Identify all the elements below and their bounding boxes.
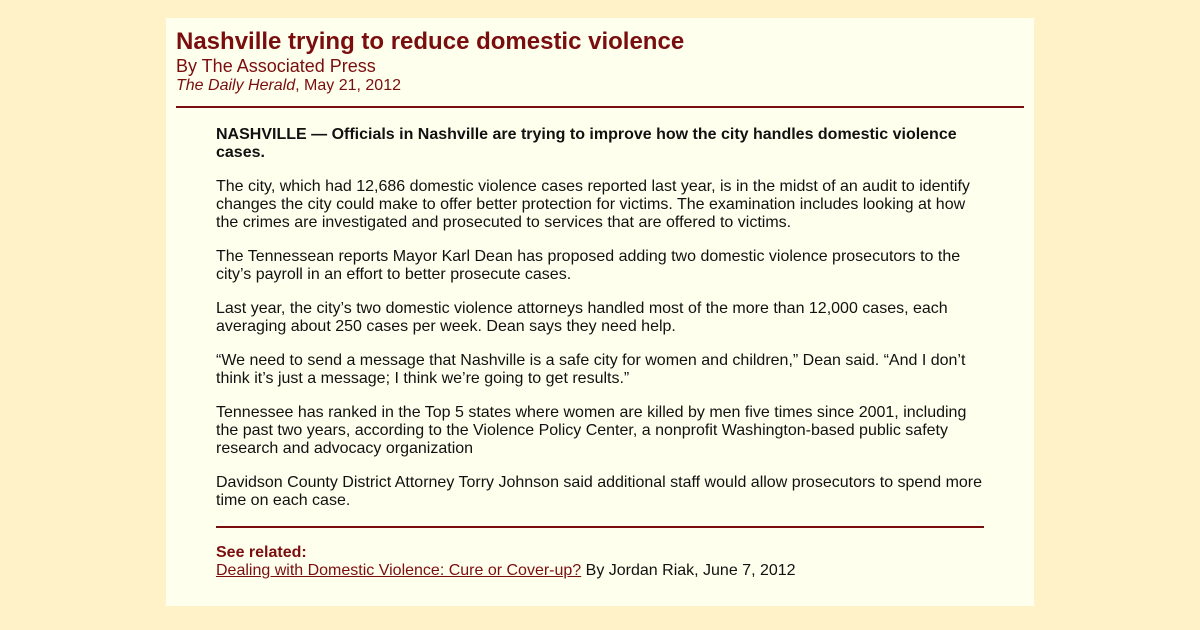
article-paragraph: The Tennessean reports Mayor Karl Dean has proposed adding two domestic violence prosecutors to the city’s payroll in an effort to better prosecute cases.	[216, 248, 961, 283]
article-paragraph: Davidson County District Attorney Torry Johnson said additional staff would allow prosecutors to spend more time on each case.	[216, 474, 983, 509]
related-article-link[interactable]: Dealing with Domestic Violence: Cure or Cover-up?	[216, 562, 582, 579]
article-paragraph: “We need to send a message that Nashville is a safe city for women and children,” Dean said. “And I don’t think it’s just a message; I think we’re going to get results.”	[216, 352, 966, 387]
related-article-byline: By Jordan Riak, June 7, 2012	[581, 562, 796, 579]
article-paragraph: Tennessee has ranked in the Top 5 states where women are killed by men five times since 2001, including the past two years, according to the Violence Policy Center, a nonprofit Washington-based public safety research and advocacy organization	[216, 404, 967, 457]
related-section	[166, 528, 1034, 580]
publication-line	[176, 76, 1024, 96]
article-header	[166, 18, 1034, 96]
article-page	[166, 18, 1034, 606]
related-heading: See related:	[216, 544, 307, 561]
publication-name: The Daily Herald	[176, 77, 296, 94]
publication-date: , May 21, 2012	[295, 77, 401, 94]
article-body	[166, 108, 1034, 510]
article-title: Nashville trying to reduce domestic violence	[176, 28, 685, 55]
lead-paragraph: NASHVILLE — Officials in Nashville are trying to improve how the city handles domestic violence cases.	[216, 126, 957, 161]
byline: By The Associated Press	[176, 56, 376, 76]
article-paragraph: The city, which had 12,686 domestic violence cases reported last year, is in the midst of an audit to identify changes the city could make to offer better protection for victims. The examination includes looking at how the crimes are investigated and prosecuted to services that are offered to victims.	[216, 178, 970, 231]
related-item	[216, 562, 984, 580]
article-paragraph: Last year, the city’s two domestic violence attorneys handled most of the more than 12,000 cases, each averaging about 250 cases per week. Dean says they need help.	[216, 300, 948, 335]
